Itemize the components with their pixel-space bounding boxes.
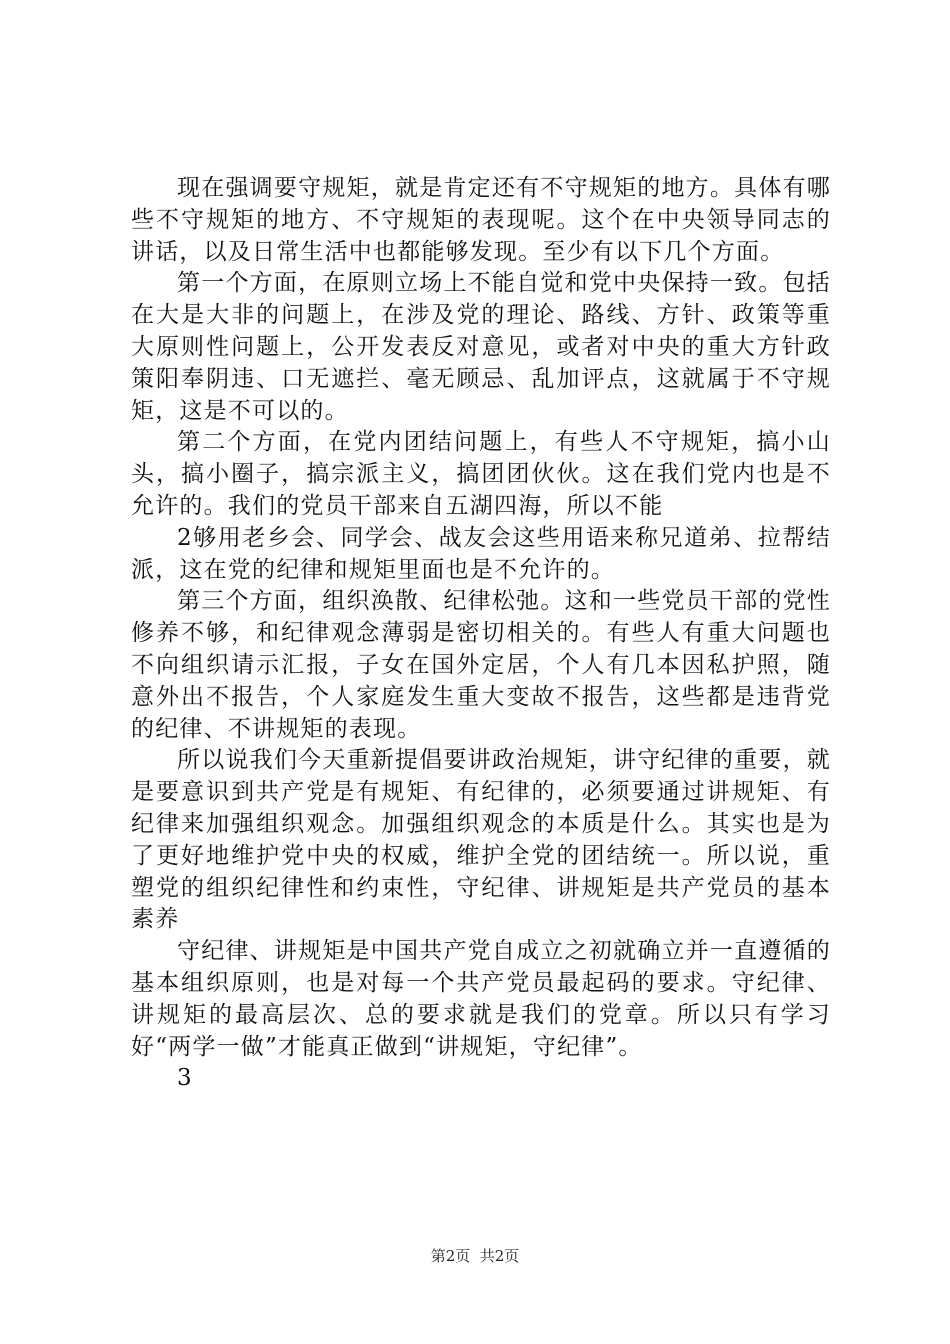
paragraph-8: 3 [177, 1065, 193, 1092]
page-number-label: 第2页 共2页 [430, 1247, 520, 1265]
paragraph-7: 守纪律、讲规矩是中国共产党自成立之初就确立并一直遵循的基本组织原则，也是对每一个共产党员最起码的要求。守纪律、讲规矩的最高层次、总的要求就是我们的党章。所以只有学习好“两学一做”才能真正做到“讲规矩，守纪律”。 [131, 938, 831, 1060]
paragraph-1: 现在强调要守规矩，就是肯定还有不守规矩的地方。具体有哪些不守规矩的地方、不守规矩的表现呢。这个在中央领导同志的讲话，以及日常生活中也都能够发现。至少有以下几个方面。 [131, 175, 831, 265]
document-body [131, 173, 831, 1095]
paragraph-3: 第二个方面，在党内团结问题上，有些人不守规矩，搞小山头，搞小圈子，搞宗派主义，搞团团伙伙。这在我们党内也是不允许的。我们的党员干部来自五湖四海，所以不能 [131, 429, 831, 519]
paragraph-5: 第三个方面，组织涣散、纪律松弛。这和一些党员干部的党性修养不够，和纪律观念薄弱是密切相关的。有些人有重大问题也不向组织请示汇报，子女在国外定居，个人有几本因私护照，随意外出不报告，个人家庭发生重大变故不报告，这些都是违背党的纪律、不讲规矩的表现。 [131, 588, 831, 742]
page-footer [0, 1245, 950, 1266]
paragraph-4: 2够用老乡会、同学会、战友会这些用语来称兄道弟、拉帮结派，这在党的纪律和规矩里面也是不允许的。 [131, 524, 831, 583]
paragraph-6: 所以说我们今天重新提倡要讲政治规矩，讲守纪律的重要，就是要意识到共产党是有规矩、有纪律的，必须要通过讲规矩、有纪律来加强组织观念。加强组织观念的本质是什么。其实也是为了更好地维护党中央的权威，维护全党的团结统一。所以说，重塑党的组织纪律性和约束性，守纪律、讲规矩是共产党员的基本素养 [131, 747, 831, 933]
paragraph-2: 第一个方面，在原则立场上不能自觉和党中央保持一致。包括在大是大非的问题上，在涉及党的理论、路线、方针、政策等重大原则性问题上，公开发表反对意见，或者对中央的重大方针政策阳奉阴违、口无遮拦、毫无顾忌、乱加评点，这就属于不守规矩，这是不可以的。 [131, 270, 831, 424]
